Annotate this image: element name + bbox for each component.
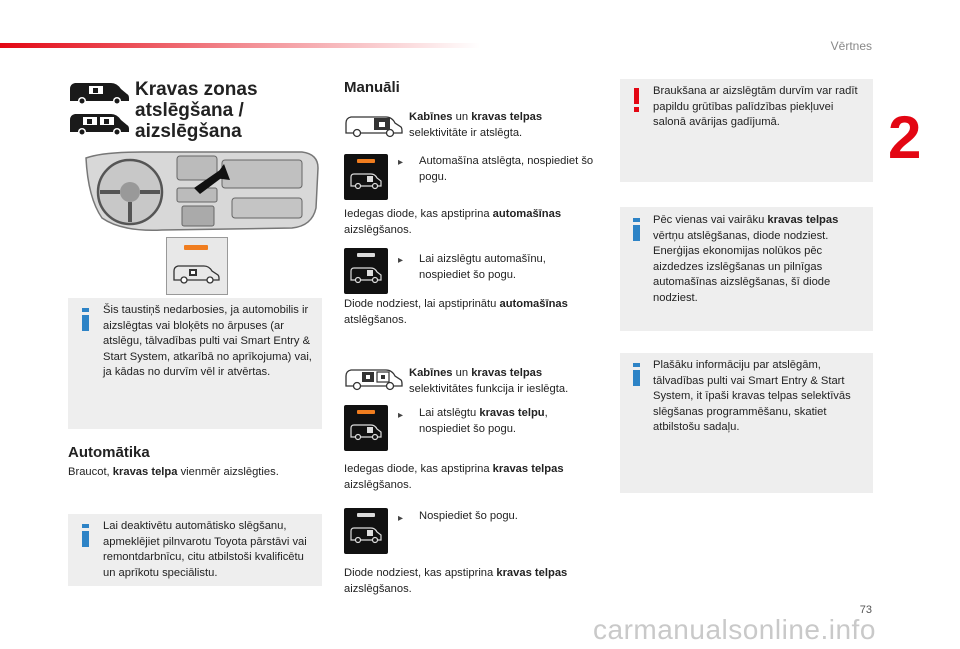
info-box [68,298,322,429]
section-heading-automatika: Automātika [68,444,150,461]
info-icon [82,308,89,331]
state-text: Kabīnes un kravas telpas selektivitāte ir atslēgta. [409,111,543,139]
van-icon [67,80,131,106]
page-title: Kravas zonas atslēgšana / aizslēgšana [135,79,258,142]
van-lock-icon [349,265,383,285]
step-text: Automašīna atslēgta, nospiediet šo pogu. [419,155,594,183]
info-box [68,514,322,586]
van-icon [67,111,131,137]
van-selective-lock-icon [344,367,404,391]
info-text: Šis taustiņš nedarbosies, ja automobilis ir aizslēgtas vai bloķēts no ārpuses (ar atslēgu, tālvadības pulti vai Smart Entry & Start System, atkarībā no aprīkojuma) vai, ja kādas no durvīm vēl ir atvērtas. [103,304,312,378]
led-indicator [184,245,208,250]
watermark: carmanualsonline.info [593,614,876,645]
dashboard-illustration [82,148,322,240]
state-text: Kabīnes un kravas telpas selektivitātes funkcija ir ieslēgta. [409,367,569,395]
confirm-text: Iedegas diode, kas apstiprina automašīnas aizslēgšanos. [344,208,562,236]
step-text: Lai atslēgtu kravas telpu, nospiediet šo pogu. [419,407,548,435]
info-box [620,353,873,493]
info-icon [633,218,640,241]
van-lock-icon [172,263,222,285]
page-number: 73 [859,604,872,616]
van-lock-icon [349,171,383,191]
step-text: Lai aizslēgtu automašīnu, nospiediet šo pogu. [419,253,546,281]
cargo-lock-button[interactable] [344,508,388,554]
led-indicator [357,513,375,517]
section-name: Vērtnes [830,39,872,53]
warning-icon [633,88,640,112]
van-cargo-unlocked-icon [344,114,404,138]
bullet: ▸ [398,410,404,421]
cargo-lock-button[interactable] [344,405,388,451]
led-indicator [357,159,375,163]
confirm-text: Diode nodziest, lai apstiprinātu automašīnas atslēgšanos. [344,298,568,326]
info-text: Lai deaktivētu automātisko slēgšanu, apmeklējiet pilnvarotu Toyota pārstāvi vai remontdarbnīcu, citu atbilstoši kvalificētu un aprīkotu speciālistu. [103,520,307,579]
warning-box [620,79,873,182]
van-lock-icon [349,422,383,442]
cargo-lock-button-illustration [166,237,228,295]
auto-text: Braucot, kravas telpa vienmēr aizslēgties. [68,466,279,478]
chapter-number: 2 [888,104,922,171]
cargo-lock-button[interactable] [344,154,388,200]
bullet: ▸ [398,157,404,168]
info-box [620,207,873,331]
bullet: ▸ [398,513,404,524]
led-indicator [357,253,375,257]
info-icon [633,363,640,386]
confirm-text: Diode nodziest, kas apstiprina kravas telpas aizslēgšanos. [344,567,568,595]
warning-text: Braukšana ar aizslēgtām durvīm var radīt papildu grūtības palīdzības piekļuvei salonā avārijas gadījumā. [653,85,858,128]
led-indicator [357,410,375,414]
step-text: Nospiediet šo pogu. [419,510,518,522]
info-text: Pēc vienas vai vairāku kravas telpas vērtņu atslēgšanas, diode nodziest. Enerģijas ekonomijas nolūkos pēc aizdedzes izslēgšanas un pilnīgas automašīnas aizslēgšanas, šī diode nodziest. [653,214,839,304]
section-heading-manuali: Manuāli [344,79,400,96]
info-icon [82,524,89,547]
bullet: ▸ [398,255,404,266]
info-text: Plašāku informāciju par atslēgām, tālvadības pulti vai Smart Entry & Start System, it īpaši kravas telpas selektīvās slēgšanas programmēšanu, skatiet atbilstošu sadaļu. [653,359,851,433]
cargo-lock-button[interactable] [344,248,388,294]
header-accent-line [0,43,480,48]
van-lock-icon [349,525,383,545]
confirm-text: Iedegas diode, kas apstiprina kravas telpas aizslēgšanos. [344,463,564,491]
